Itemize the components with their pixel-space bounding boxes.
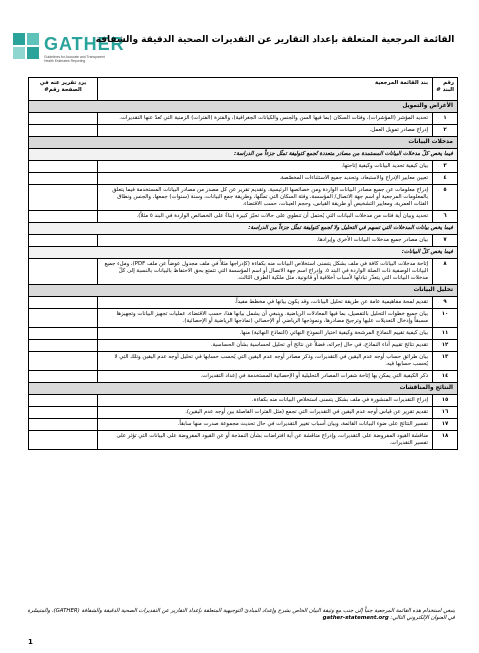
section-subheading: فيما يخص بيانات المدخلات التي تسهم في التحليل ولا تُجمع كتوليفة تمثّل جزءاً من الدراسة: [29, 222, 457, 234]
table-row [29, 351, 457, 370]
page-reference-cell[interactable] [29, 297, 97, 308]
page-reference-cell[interactable] [29, 340, 97, 351]
table-body [29, 100, 457, 449]
item-number: ٩ [443, 299, 447, 305]
item-number: ١٨ [441, 433, 449, 439]
table-row [29, 234, 457, 246]
item-number: ١٧ [441, 421, 449, 427]
item-number: ١١ [441, 330, 449, 336]
page-number: 1 [28, 638, 33, 646]
page-reference-cell[interactable] [29, 371, 97, 382]
item-number: ١٠ [441, 311, 449, 317]
footer-text: ينبغي استخدام هذه القائمة المرجعية جنباً إلى جنب مع وثيقة البيان الخاص بشرح وإعداد المبادئ التوجيهية المتعلقة بإعداد التقارير عن التقديرات الصحية الدقيقة والشفافة (GATHER)، والمتيسّرة في العنوان الإلكتروني التالي: [27, 608, 455, 621]
table-row [29, 430, 457, 449]
page-reference-cell[interactable] [29, 407, 97, 418]
page-reference-cell[interactable] [29, 431, 97, 449]
page-reference-cell[interactable] [29, 211, 97, 222]
table-row [29, 112, 457, 124]
item-text: بيان جميع خطوات التحليل بالتفصيل، بما فيها المعادلات الرياضية. وينبغي أن يشمل بيانها هذا، حسب الاقتضاء، عمليات تجهيز البيانات وتجهيزها مسبقاً وإدخال التعديلات عليها وترجيح مصادرها، ونموذجها الرياضي أو الإحصائي (نماذجها الرياضية أو الإحصائية). [97, 309, 433, 327]
table-row [29, 370, 457, 382]
document-title: القائمة المرجعية المتعلقة بإعداد التقارير عن التقديرات الصحية الدقيقة والشفافة [95, 35, 455, 45]
header-page-number: يرد تقرير عنه في الصفحة رقم# [39, 80, 87, 93]
item-number: ٤ [443, 175, 447, 181]
page-reference-cell[interactable] [29, 125, 97, 136]
table-row [29, 184, 457, 210]
item-text: إدراج التقديرات المنشورة في ملف بشكل يتسنى استخلاص البيانات منه بكفاءة. [97, 395, 433, 406]
item-number: ١٤ [441, 373, 449, 379]
logo-wordmark: GATHER [44, 34, 125, 54]
gather-logo-icon [12, 32, 42, 62]
page-reference-cell[interactable] [29, 173, 97, 184]
item-text: تحديد وبيان أية فئات من مدخلات البيانات التي يُحتمل أن تنطوي على حالات تحيّز كبيرة (بناءً على الخصائص الواردة في البند ٥ مثلاً). [97, 211, 433, 222]
table-row [29, 210, 457, 222]
item-text: تقديم نتائج تقييم أداء النماذج، في حال إجرائه، فضلاً عن نتائج أي تحليل لحساسية بشأن الحساسية. [97, 340, 433, 351]
table-row [29, 394, 457, 406]
item-text: إدراج معلومات عن جميع مصادر البيانات الواردة ومن خصائصها الرئيسية. وتقديم تقرير عن كل مصدر من مصادر البيانات المستخدمة فيما يتعلق بالمعلومات المرجعية أو اسم جهة الاتصال/ المؤسسة، وفئة السكان التي تمثّلها، وطريقة جمع البيانات، وسنة (سنوات) جمعها، والجنس ونطاق الفئات العمرية، ومعايير التشخيص أو طريقة القياس، وحجم العينات، حسب الاقتضاء. [97, 185, 433, 210]
section-heading: تحليل البيانات [29, 284, 457, 296]
item-text: بيان كيفية تقييم النماذج المرشحة وكيفية اختيار النموذج النهائي (النماذج النهائية) منها. [97, 328, 433, 339]
section-heading: مدخلات البيانات [29, 136, 457, 148]
item-number: ٨ [443, 261, 447, 267]
item-text: بيان مصادر جميع مدخلات البيانات الأخرى وإيرادها. [97, 235, 433, 246]
page-reference-cell[interactable] [29, 352, 97, 370]
table-row [29, 339, 457, 351]
table-row [29, 160, 457, 172]
section-heading: الأغراض والتمويل [29, 100, 457, 112]
page-reference-cell[interactable] [29, 113, 97, 124]
page-reference-cell[interactable] [29, 395, 97, 406]
item-text: تعيين معايير الإدراج والاستبعاد، وتحديد جميع الاستثناءات المخصّصة. [97, 173, 433, 184]
page-reference-cell[interactable] [29, 419, 97, 430]
item-number: ٢ [443, 127, 447, 133]
item-text: بيان كيفية تحديد البيانات وكيفية إتاحتها. [97, 161, 433, 172]
item-text: إدراج مصادر تمويل العمل. [97, 125, 433, 136]
item-text: مناقشة القيود المفروضة على التقديرات، وإدراج مناقشة عن أية افتراضات بشأن النمذجة أو عن القيود المفروضة على البيانات التي تؤثر على تفسير التقديرات. [97, 431, 433, 449]
item-number: ١٢ [441, 342, 449, 348]
table-row [29, 327, 457, 339]
logo-tagline: Guidelines for Accurate and Transparent Health Estimates Reporting [44, 55, 105, 63]
item-number: ١ [443, 115, 447, 121]
table-row [29, 172, 457, 184]
table-row [29, 124, 457, 136]
section-subheading: فيما يخص كلّ مدخلات البيانات المستمدة من مصادر متعددة تُجمع كتوليفة تمثّل جزءاً من الدراسة: [29, 148, 457, 160]
table-header-row [29, 78, 457, 100]
item-text: تقديم لمحة مفاهيمية عامة عن طريقة تحليل البيانات، وقد يكون بيانها في مخطط مفيداً. [97, 297, 433, 308]
item-text: تقديم تقرير عن قياس أوجه عدم اليقين في التقديرات التي تجمع (مثل الفترات الفاصلة بين أوجه عدم اليقين). [97, 407, 433, 418]
item-number: ١٥ [441, 397, 449, 403]
item-number: ٥ [443, 187, 447, 193]
gather-logo [12, 30, 125, 72]
page-reference-cell[interactable] [29, 259, 97, 284]
item-text: تحديد المؤشر (المؤشرات)، وفئات السكان (بما فيها السن والجنس والكيانات الجغرافية)، والفترة (الفترات) الزمنية التي تُعدّ عنها التقديرات. [97, 113, 433, 124]
table-row [29, 296, 457, 308]
item-text: بيان طرائق حساب أوجه عدم اليقين في التقديرات، وذكر مصادر أوجه عدم اليقين التي يُحسب حسابها في تحليل أوجه عدم اليقين وتلك التي لا يُحسب حسابها فيه. [97, 352, 433, 370]
page-reference-cell[interactable] [29, 328, 97, 339]
page-reference-cell[interactable] [29, 309, 97, 327]
checklist-table [28, 77, 458, 450]
page-reference-cell[interactable] [29, 235, 97, 246]
item-number: ١٣ [441, 354, 449, 360]
item-text: ذكر الكيفية التي يمكن بها إتاحة شفرات المصادر التحليلية أو الإحصائية المستخدمة في إعداد التقديرات. [97, 371, 433, 382]
table-row [29, 308, 457, 327]
item-text: إتاحة مدخلات البيانات كافة في ملف بشكل يتسنى استخلاص البيانات منه بكفاءة (كإدراجها مثلاً في ملف مجدول عوضاً عن ملف PDF)، وملء جميع البيانات الوصفية ذات الصلة الواردة في البند ٥. وإدراج اسم جهة الاتصال أو اسم المؤسسة التي تتمتع بحق الاحتفاظ بالبيانات بالنسبة إلى كلّ مدخلات البيانات التي يتعذّر تبادلها لأسباب أخلاقية أو قانونية، مثل ملكية الطرف الثالث. [97, 259, 433, 284]
section-subheading: فيما يخص كلّ البيانات: [29, 246, 457, 258]
page-reference-cell[interactable] [29, 185, 97, 210]
item-number: ١٦ [441, 409, 449, 415]
header-checklist-item: بند القائمة المرجعية [97, 78, 433, 100]
item-number: ٣ [443, 163, 447, 169]
item-number: ٧ [443, 237, 447, 243]
section-heading: النتائج والمناقشات [29, 382, 457, 394]
table-row [29, 258, 457, 284]
table-row [29, 406, 457, 418]
item-number: ٦ [443, 213, 447, 219]
footer-note [25, 608, 455, 622]
footer-url: gather-statement.org [322, 615, 389, 621]
item-text: تفسير النتائج على ضوء البيانات القائمة، وبيان أسباب تغيير التقديرات في حال تحديث مجموعة صدرت منها سابقاً. [97, 419, 433, 430]
header-item-number: رقم البند # [436, 80, 454, 93]
page-reference-cell[interactable] [29, 161, 97, 172]
table-row [29, 418, 457, 430]
